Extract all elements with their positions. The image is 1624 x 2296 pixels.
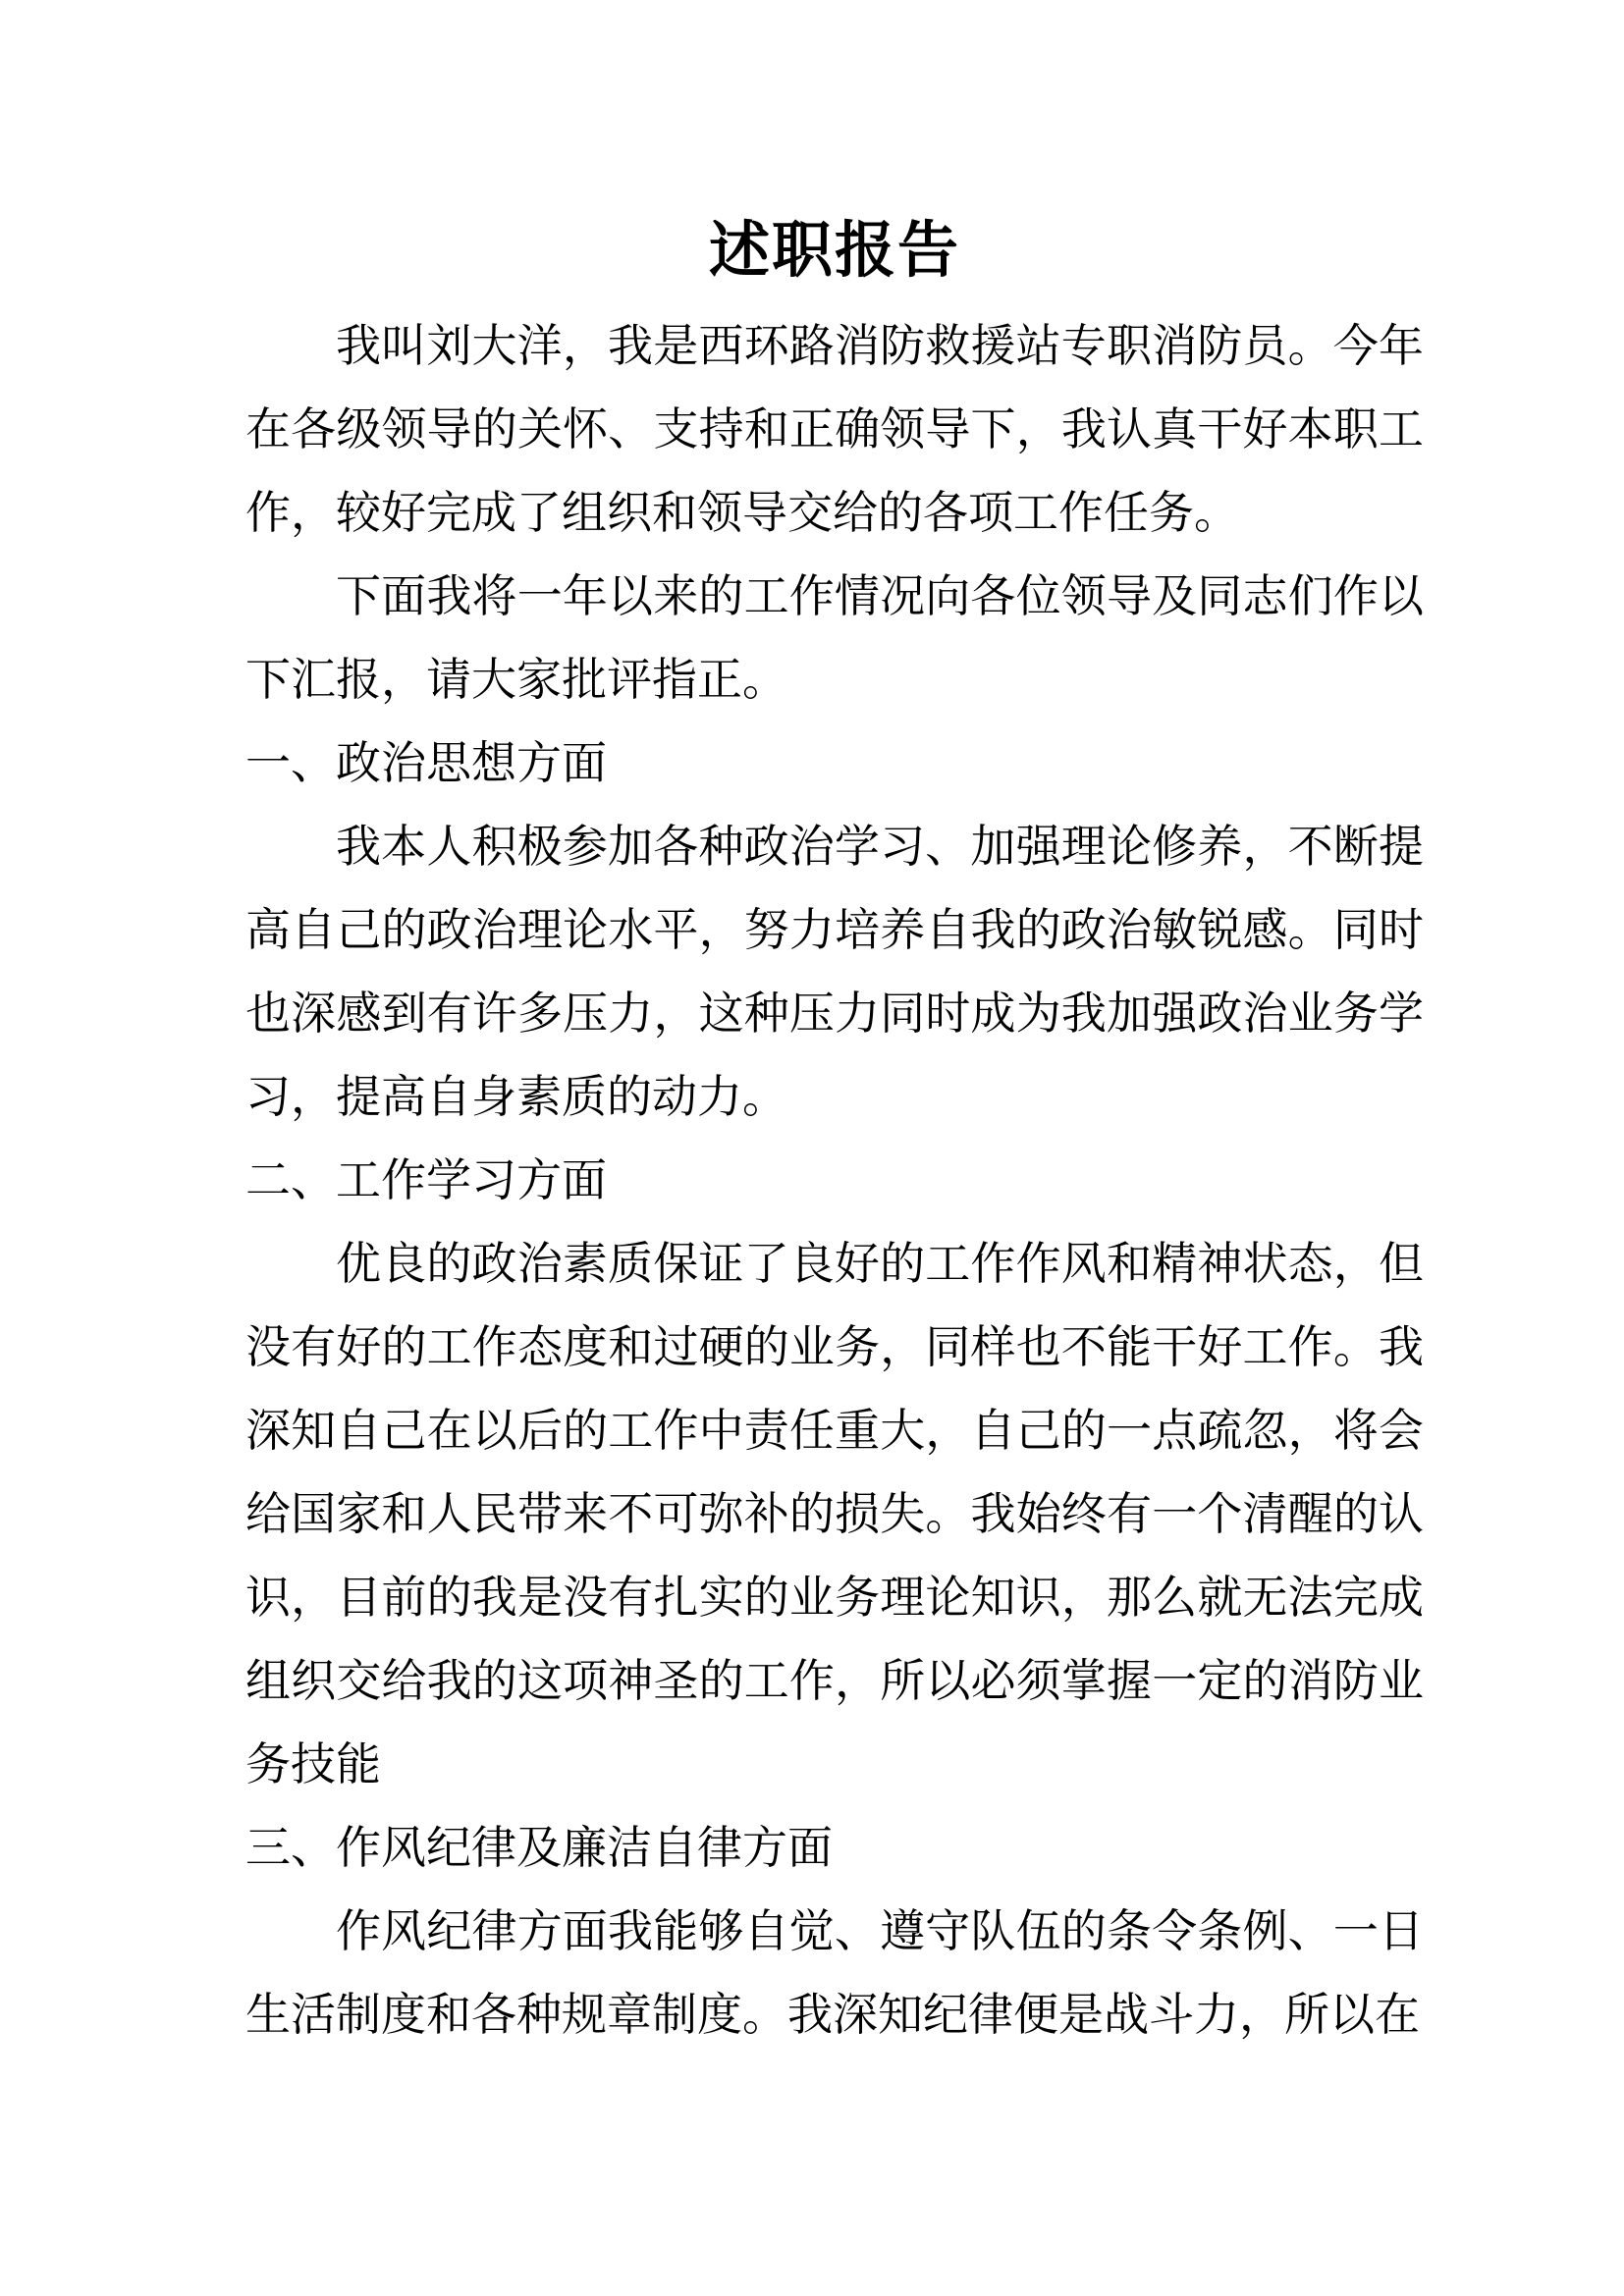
section-heading: 三、作风纪律及廉洁自律方面 bbox=[245, 1822, 833, 1873]
section-heading: 一、政治思想方面 bbox=[245, 737, 607, 788]
paragraph-list bbox=[245, 304, 1424, 2056]
section-heading: 二、工作学习方面 bbox=[245, 1154, 607, 1205]
paragraph: 优良的政治素质保证了良好的工作作风和精神状态，但没有好的工作态度和过硬的业务，同样也不能干好工作。我深知自己在以后的工作中责任重大，自己的一点疏忽，将会给国家和人民带来不可弥补的损失。我始终有一个清醒的认识，目前的我是没有扎实的业务理论知识，那么就无法完成组织交给我的这项神圣的工作，所以必须掌握一定的消防业务技能 bbox=[245, 1238, 1424, 1789]
document-body bbox=[245, 0, 1424, 2056]
paragraph: 我本人积极参加各种政治学习、加强理论修养，不断提高自己的政治理论水平，努力培养自我的政治敏锐感。同时也深感到有许多压力，这种压力同时成为我加强政治业务学习，提高自身素质的动力。 bbox=[245, 821, 1424, 1122]
document-title: 述职报告 bbox=[708, 217, 960, 285]
paragraph: 我叫刘大洋，我是西环路消防救援站专职消防员。今年在各级领导的关怀、支持和正确领导下，我认真干好本职工作，较好完成了组织和领导交给的各项工作任务。 bbox=[245, 320, 1424, 538]
paragraph: 作风纪律方面我能够自觉、遵守队伍的条令条例、一日生活制度和各种规章制度。我深知纪律便是战斗力，所以在 bbox=[245, 1905, 1424, 2040]
paragraph: 下面我将一年以来的工作情况向各位领导及同志们作以下汇报，请大家批评指正。 bbox=[245, 570, 1424, 705]
